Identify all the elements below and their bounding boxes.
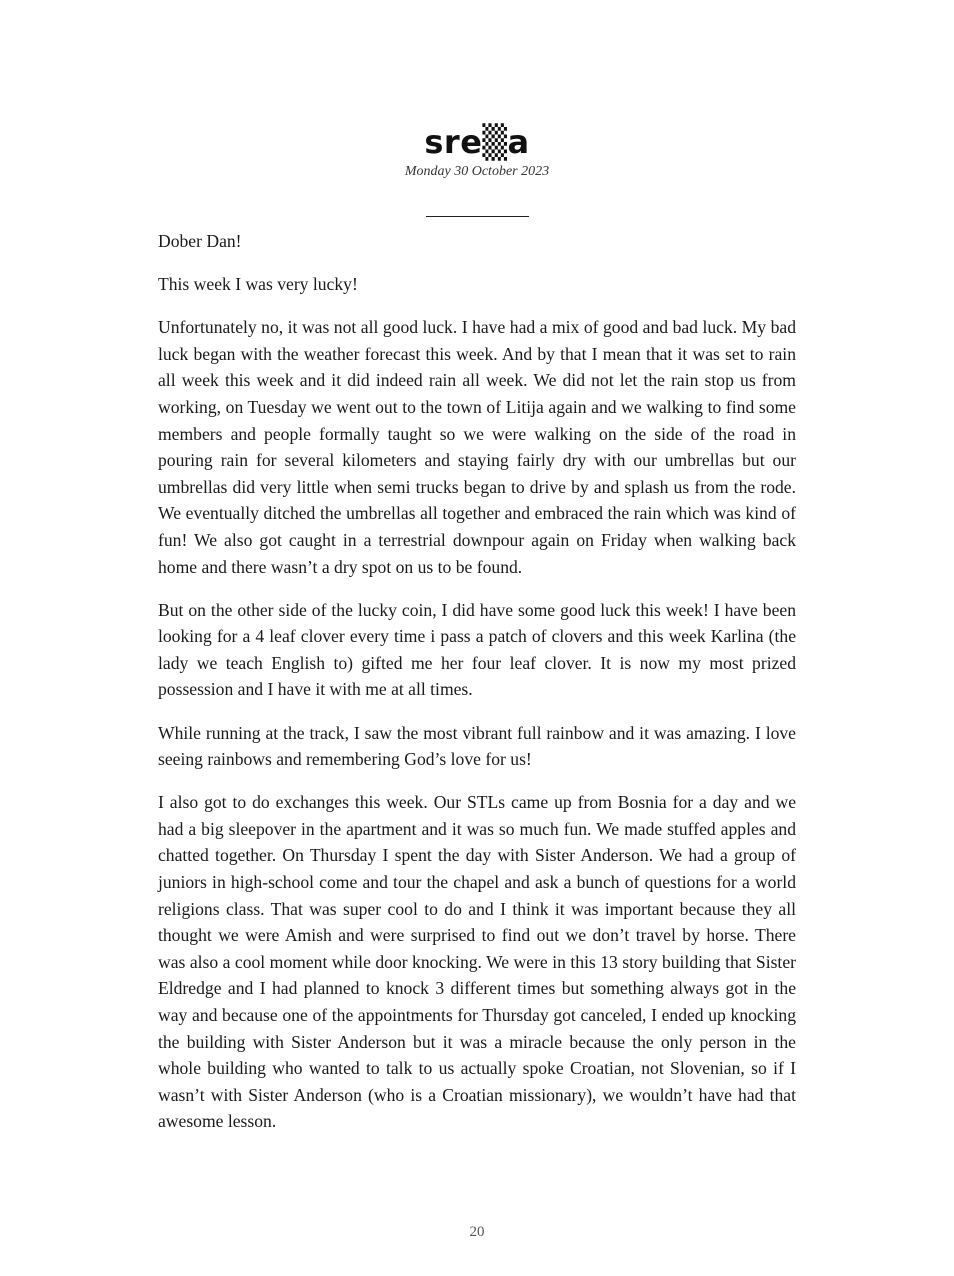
- entry-date: Monday 30 October 2023: [404, 164, 550, 179]
- letter-body: [158, 228, 796, 1151]
- greeting-paragraph: Dober Dan!: [158, 231, 242, 251]
- good-luck-paragraph: But on the other side of the lucky coin, I did have some good luck this week! I have been looking for a 4 leaf clover every time i pass a patch of clovers and this week Karlina (the lady we teach English to) gifted me her four leaf clover. It is now my most prized possession and I have it with me at all times.: [158, 599, 796, 700]
- rainbow-paragraph: While running at the track, I saw the most vibrant full rainbow and it was amazing. I love seeing rainbows and remembering God’s love for us!: [158, 722, 796, 770]
- intro-paragraph: This week I was very lucky!: [158, 274, 358, 295]
- bad-luck-paragraph: Unfortunately no, it was not all good luck. I have had a mix of good and bad luck. My bad luck began with the weather forecast this week. And by that I mean that it was set to rain all week this week and it did indeed rain all week. We did not let the rain stop us from working, on Tuesday we went out to the town of Litija again and we walking to find some members and people formally taught so we were walking on the side of the road in pouring rain for several kilometers and staying fairly dry with our umbrellas but our umbrellas did very little when semi trucks began to drive by and splash us from the rode. We eventually ditched the umbrellas all together and embraced the rain which was kind of fun! We also got caught in a terrestrial downpour again on Friday when walking back home and there wasn’t a dry spot on us to be found.: [158, 317, 796, 577]
- title-separator: [426, 216, 529, 217]
- exchanges-paragraph: I also got to do exchanges this week. Our STLs came up from Bosnia for a day and we had a big sleepover in the apartment and it was so much fun. We made stuffed apples and chatted together. On Thursday I spent the day with Sister Anderson. We had a group of juniors in high-school come and tour the chapel and ask a bunch of questions for a world religions class. That was super cool to do and I think it was important because they all thought we were Amish and were surprised to find out we don’t travel by horse. There was also a cool moment while door knocking. We were in this 13 story building that Sister Eldredge and I had planned to knock 3 different times but something always got in the way and because one of the appointments for Thursday got canceled, I ended up knocking the building with Sister Anderson but it was a miracle because the only person in the whole building who wanted to talk to us actually spoke Croatian, not Slovenian, so if I wasn’t with Sister Anderson (who is a Croatian missionary), we wouldn’t have had that awesome lesson.: [158, 792, 796, 1132]
- page-title: sre▒a: [424, 123, 530, 161]
- page-number: 20: [469, 1224, 485, 1240]
